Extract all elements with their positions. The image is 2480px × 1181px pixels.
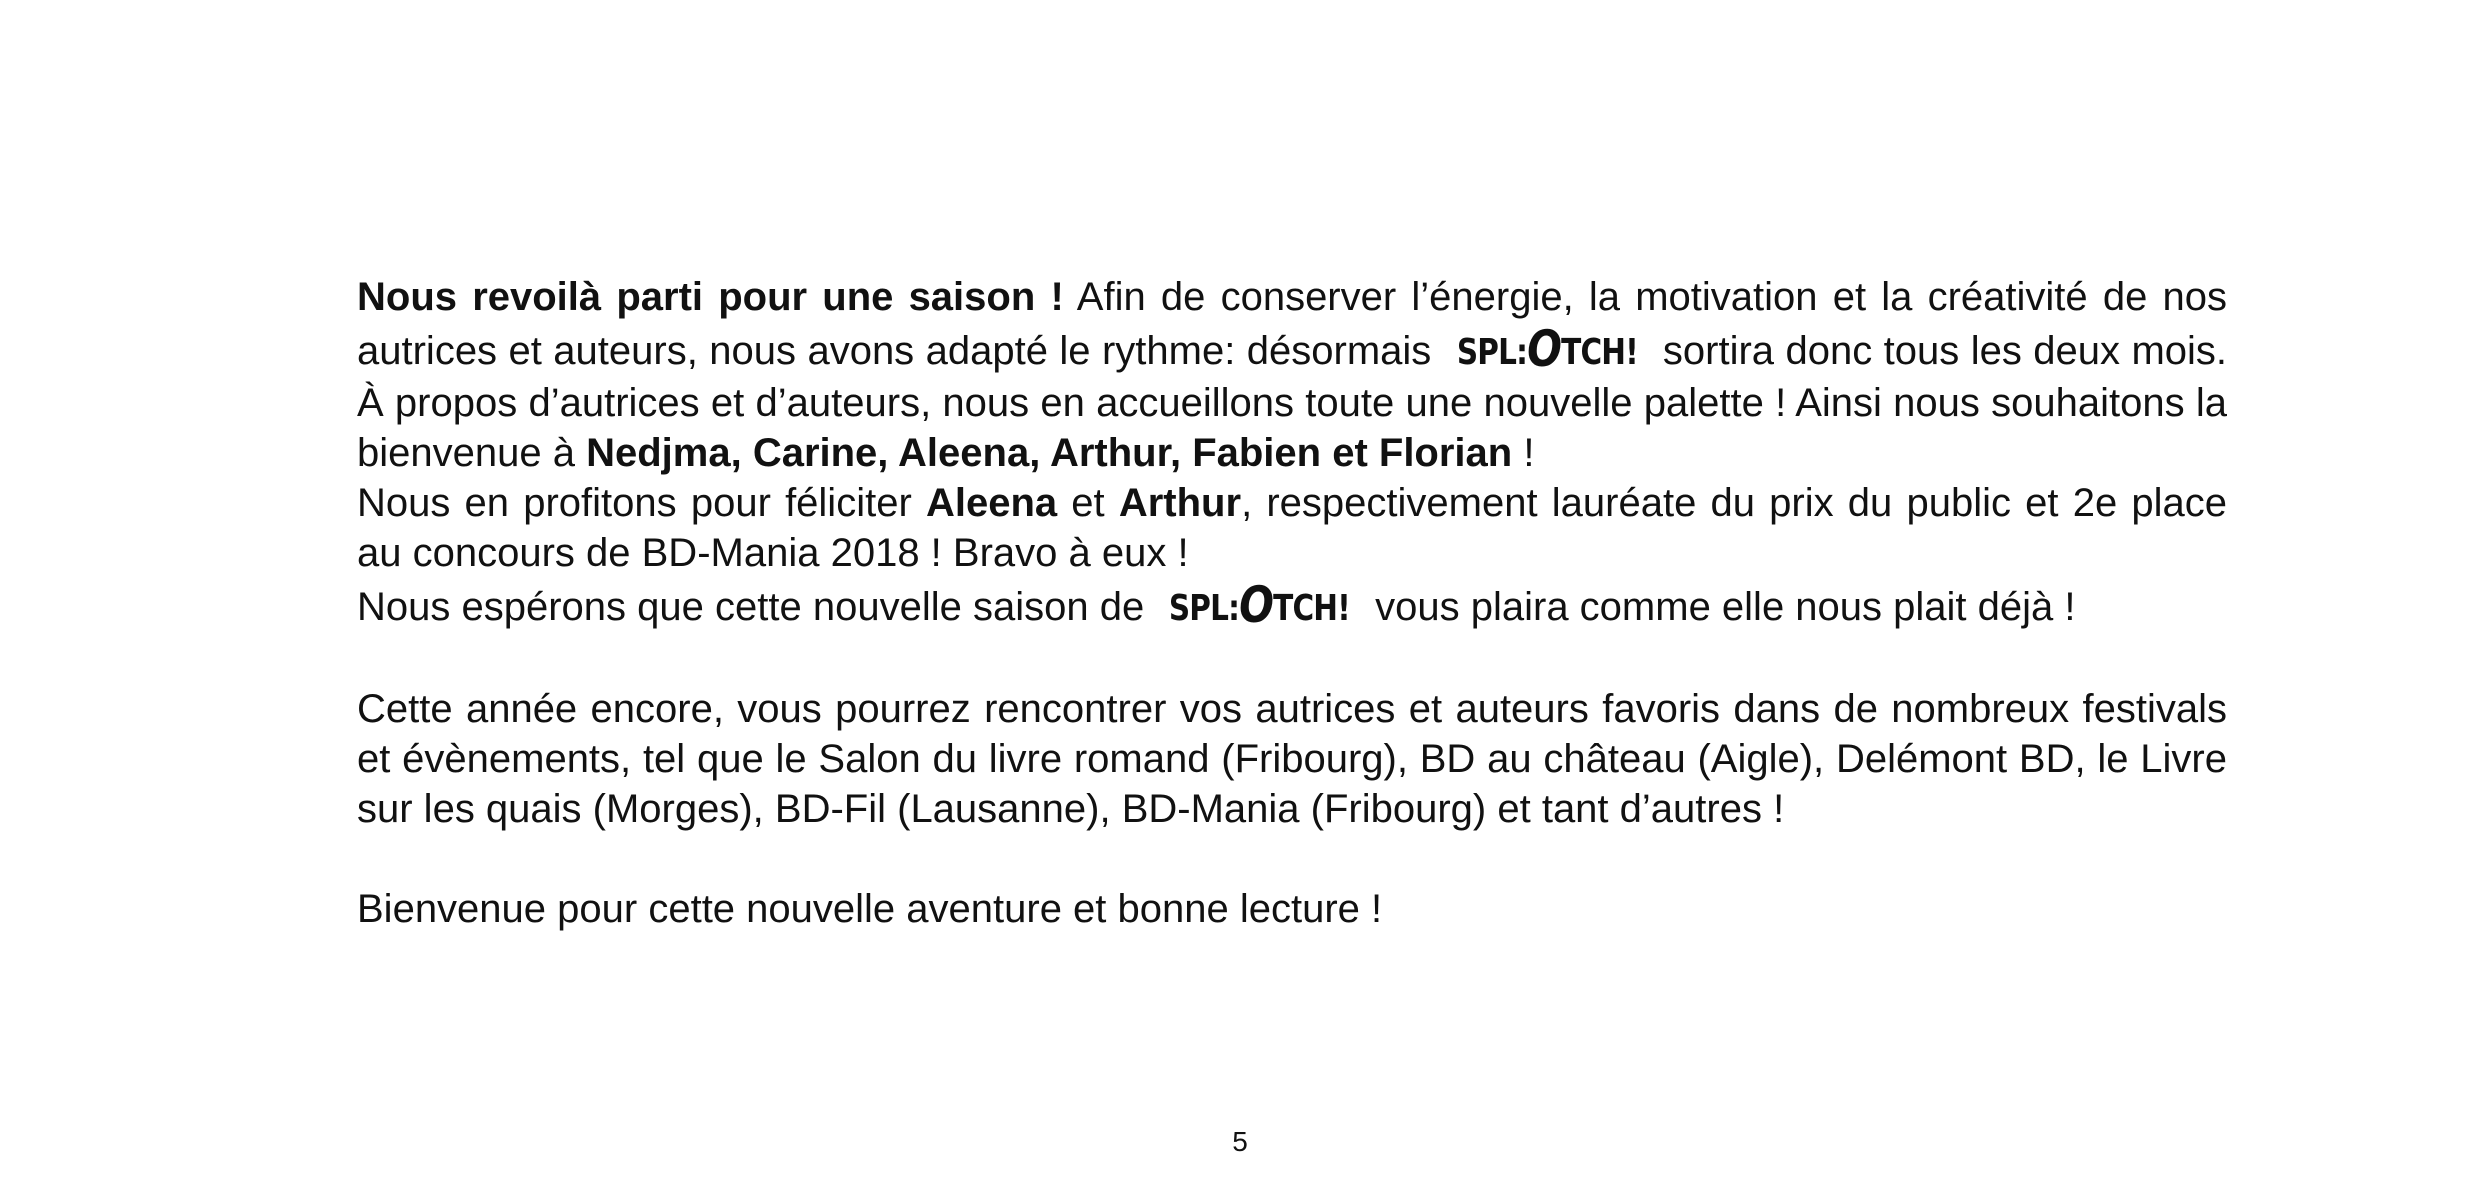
paragraph-congrats — [357, 478, 2227, 578]
paragraph-welcome: Bienvenue pour cette nouvelle aventure et bonne lecture ! — [357, 887, 1383, 931]
congrats-text-a: Nous en profitons pour féliciter — [357, 481, 926, 525]
intro-text-c: ! — [1512, 431, 1535, 475]
intro-lead-bold: Nous revoilà parti pour une saison ! — [357, 275, 1064, 319]
congrats-text-b: et — [1057, 481, 1119, 525]
editorial-text — [357, 272, 2227, 934]
paragraph-festivals: Cette année encore, vous pourrez rencontrer vos autrices et auteurs favoris dans de nombreux festivals et évènements, tel que le Salon du livre romand (Fribourg), BD au château (Aigle), Delémont BD, le Livre sur les quais (Morges), BD-Fil (Lausanne), BD-Mania (Fribourg) et tant d’autres ! — [357, 687, 2227, 831]
hope-text-b: vous plaira comme elle nous plait déjà ! — [1364, 585, 2076, 629]
splotch-logo: SPL:OTCH! — [1169, 576, 1351, 634]
hope-text-a: Nous espérons que cette nouvelle saison de — [357, 585, 1156, 629]
intro-text-a: Afin de conserver l’énergie, la motivation et la créativité de nos autrices et auteurs, nous avons adapté le rythme: désormais — [357, 275, 2227, 373]
new-authors-names: Nedjma, Carine, Aleena, Arthur, Fabien et Florian — [586, 431, 1513, 475]
congrats-name-aleena: Aleena — [925, 481, 1058, 525]
congrats-text-c: , respectivement lauréate du prix du public et 2e place au concours de BD-Mania 2018 ! Bravo à eux ! — [357, 481, 2227, 575]
paragraph-intro — [357, 272, 2227, 478]
intro-text-b: sortira donc tous les deux mois. À propos d’autrices et d’auteurs, nous en accueillons toute une nouvelle palette ! Ainsi nous souhaitons la bienvenue à — [357, 329, 2228, 475]
paragraph-hope — [357, 578, 2227, 634]
page-number: 5 — [1232, 1126, 1248, 1157]
congrats-name-arthur: Arthur — [1118, 481, 1242, 525]
splotch-logo: SPL:OTCH! — [1456, 320, 1638, 378]
